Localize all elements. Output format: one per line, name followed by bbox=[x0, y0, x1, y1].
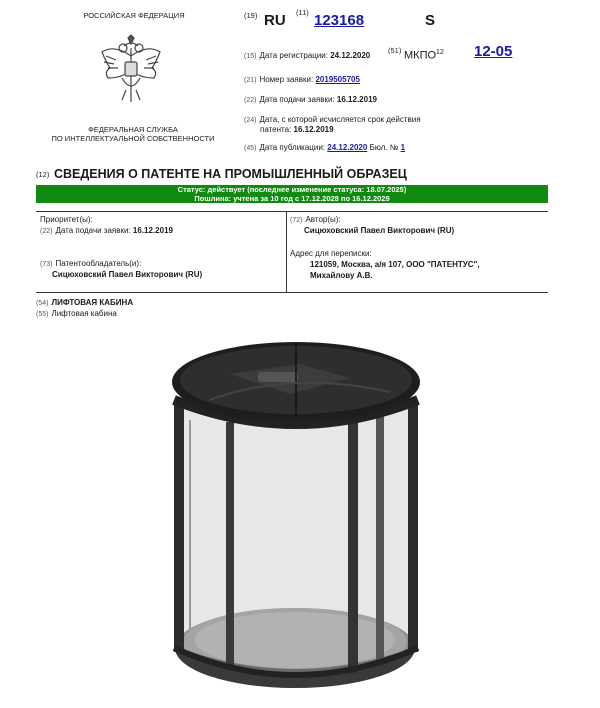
kind-code: S bbox=[425, 12, 436, 29]
design-name-row: (54) ЛИФТОВАЯ КАБИНА bbox=[36, 298, 134, 307]
author-value: Сицюховский Павел Викторович (RU) bbox=[304, 226, 455, 235]
priority-row: (22) Дата подачи заявки: 16.12.2019 bbox=[40, 226, 173, 235]
document-title: СВЕДЕНИЯ О ПАТЕНТЕ НА ПРОМЫШЛЕННЫЙ ОБРАЗЕЦ bbox=[54, 167, 407, 181]
code-19: (19) bbox=[244, 11, 258, 20]
coat-of-arms-emblem bbox=[96, 34, 166, 104]
code-11: (11) bbox=[296, 8, 309, 17]
publication-date-row: (45) Дата публикации: 24.12.2020 Бюл. № 1 bbox=[244, 143, 406, 152]
publication-date-link[interactable]: 24.12.2020 bbox=[327, 143, 368, 152]
author-label-row: (72) Автор(ы): bbox=[290, 215, 341, 224]
mkpo-label: МКПО$^{12}$ bbox=[404, 49, 444, 62]
registration-date-row: (15) Дата регистрации: 24.12.2020 bbox=[244, 51, 371, 60]
fee-bar: Пошлина: учтена за 10 год с 17.12.2028 по 16.12.2029 bbox=[36, 194, 548, 203]
application-number-link[interactable]: 2019505705 bbox=[315, 75, 360, 84]
mkpo-class-link[interactable]: 12-05 bbox=[474, 43, 513, 60]
bulletin-number-link[interactable]: 1 bbox=[400, 143, 406, 152]
country-name: РОССИЙСКАЯ ФЕДЕРАЦИЯ bbox=[83, 11, 185, 20]
priority-label: Приоритет(ы): bbox=[40, 215, 93, 224]
country-code: RU bbox=[264, 12, 286, 29]
term-start-row: (24) Дата, с которой исчисляется срок действия bbox=[244, 115, 421, 124]
table-top-line bbox=[36, 211, 548, 212]
filing-date-row: (22) Дата подачи заявки: 16.12.2019 bbox=[244, 95, 377, 104]
patent-number-link[interactable]: 123168 bbox=[314, 12, 365, 29]
agency-line-2: ПО ИНТЕЛЛЕКТУАЛЬНОЙ СОБСТВЕННОСТИ bbox=[51, 134, 215, 143]
holder-value: Сицюховский Павел Викторович (RU) bbox=[52, 270, 203, 279]
holder-label-row: (73) Патентообладатель(и): bbox=[40, 259, 142, 268]
agency-line-1: ФЕДЕРАЛЬНАЯ СЛУЖБА bbox=[88, 125, 178, 134]
design-name-row-2: (55) Лифтовая кабина bbox=[36, 309, 117, 318]
table-divider bbox=[286, 211, 287, 292]
code-51: (51) bbox=[388, 46, 402, 55]
address-line-1: 121059, Москва, а/я 107, ООО "ПАТЕНТУС", bbox=[310, 260, 480, 269]
table-bottom-line bbox=[36, 292, 548, 293]
address-line-2: Михайлову А.В. bbox=[310, 271, 373, 280]
elevator-cabin-image bbox=[150, 330, 450, 702]
term-start-row-2: патента: 16.12.2019 bbox=[260, 125, 334, 134]
address-label: Адрес для переписки: bbox=[290, 249, 372, 258]
status-bar: Статус: действует (последнее изменение статуса: 18.07.2025) bbox=[36, 185, 548, 194]
application-number-row: (21) Номер заявки: 2019505705 bbox=[244, 75, 360, 84]
code-12: (12) bbox=[36, 170, 50, 179]
